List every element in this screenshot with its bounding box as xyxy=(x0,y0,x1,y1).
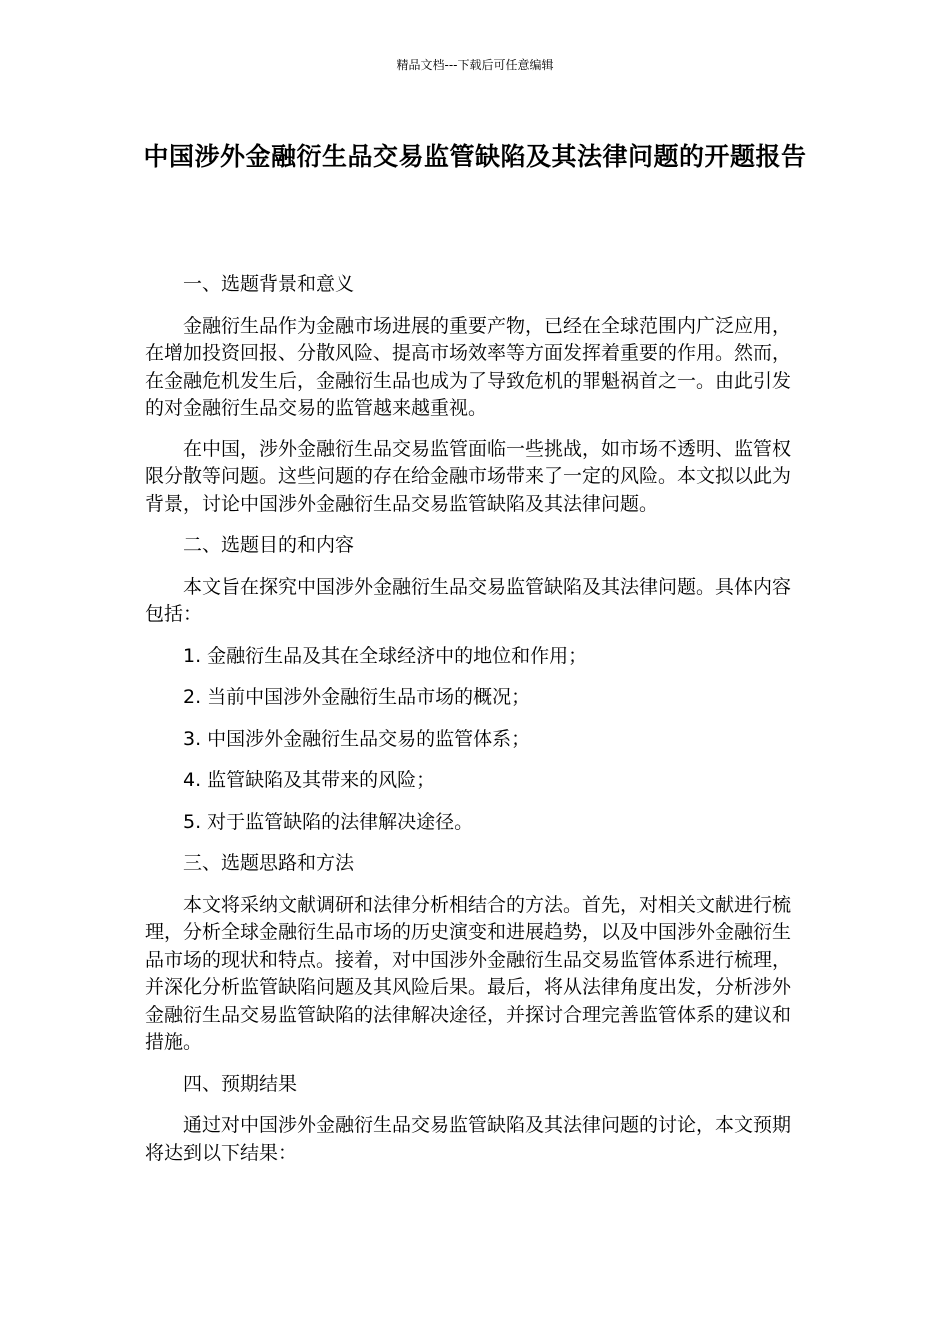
paragraph: 通过对中国涉外金融衍生品交易监管缺陷及其法律问题的讨论，本文预期将达到以下结果： xyxy=(145,1114,792,1164)
section-heading: 四、预期结果 xyxy=(183,1072,298,1095)
list-item: 2. 当前中国涉外金融衍生品市场的概况； xyxy=(183,686,531,708)
body-text xyxy=(145,271,795,1167)
list-item: 5. 对于监管缺陷的法律解决途径。 xyxy=(183,810,474,833)
paragraph: 本文旨在探究中国涉外金融衍生品交易监管缺陷及其法律问题。具体内容包括： xyxy=(145,575,792,625)
document-title: 中国涉外金融衍生品交易监管缺陷及其法律问题的开题报告 xyxy=(143,142,807,171)
paragraph: 在中国，涉外金融衍生品交易监管面临一些挑战，如市场不透明、监管权限分散等问题。这些问题的存在给金融市场带来了一定的风险。本文拟以此为背景，讨论中国涉外金融衍生品交易监管缺陷及其法律问题。 xyxy=(145,437,792,515)
section-heading: 一、选题背景和意义 xyxy=(183,273,355,295)
list-item: 3. 中国涉外金融衍生品交易的监管体系； xyxy=(183,727,531,750)
paragraph: 本文将采纳文献调研和法律分析相结合的方法。首先，对相关文献进行梳理，分析全球金融衍生品市场的历史演变和进展趋势，以及中国涉外金融衍生品市场的现状和特点。接着，对中国涉外金融衍生品交易监管体系进行梳理，并深化分析监管缺陷问题及其风险后果。最后，将从法律角度出发，分析涉外金融衍生品交易监管缺陷的法律解决途径，并探讨合理完善监管体系的建议和措施。 xyxy=(145,893,792,1053)
section-heading: 三、选题思路和方法 xyxy=(183,852,355,874)
paragraph: 金融衍生品作为金融市场进展的重要产物，已经在全球范围内广泛应用，在增加投资回报、分散风险、提高市场效率等方面发挥着重要的作用。然而，在金融危机发生后，金融衍生品也成为了导致危机的罪魁祸首之一。由此引发的对金融衍生品交易的监管越来越重视。 xyxy=(145,314,792,419)
list-item: 4. 监管缺陷及其带来的风险； xyxy=(183,769,436,791)
section-heading: 二、选题目的和内容 xyxy=(183,534,355,556)
page-header: 精品文档---下载后可任意编辑 xyxy=(396,58,554,72)
list-item: 1. 金融衍生品及其在全球经济中的地位和作用； xyxy=(183,644,588,667)
